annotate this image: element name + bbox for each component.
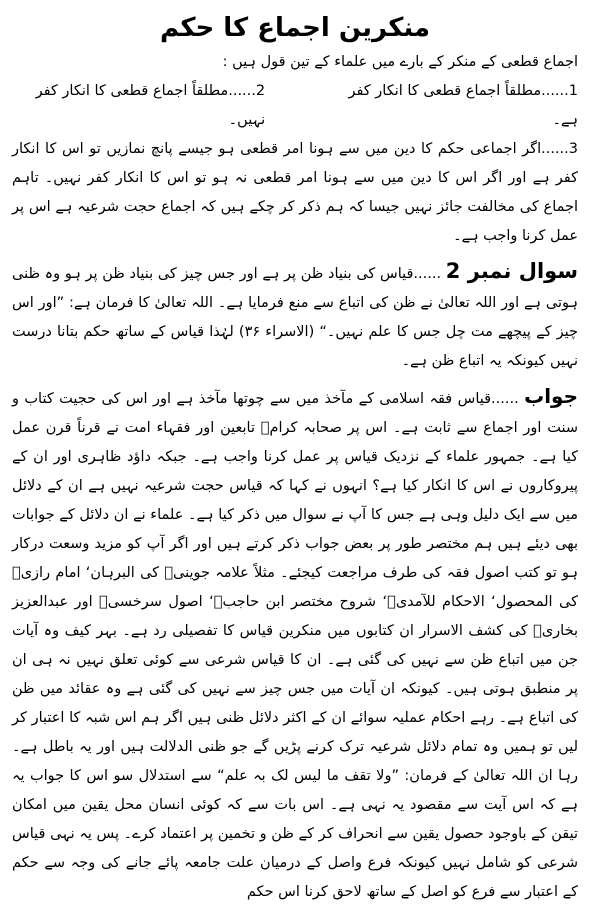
answer-text: قیاس فقہ اسلامی کے مآخذ میں سے چوتھا مآخذ ہے اور اس کی حجیت کتاب و سنت اور اجماع سے ثابت ہے۔ اس پر صحابہ کرامؓ تابعین اور فقہاء امت نے قرناً قرن عمل کیا ہے۔ جمہور علماء کے نزدیک قیاس پر عمل کرنا واجب ہے۔ جبکہ داؤد ظاہری اور ان کے پیروکاروں نے اس کا انکار کیا ہے؟ انہوں نے کہا کہ قیاس حجت شرعیہ نہیں ہے ان کے دلائل میں سے ایک دلیل وہی ہے جس کا آپ نے سوال میں ذکر کیا ہے۔ علماء نے ان دلائل کے جوابات بھی دیئے ہیں ہم مختصر طور پر بعض جواب ذکر کرتے ہیں اور اگر آپ کو مزید وسعت درکار ہو تو کتب اصول فقہ کی طرف مراجعت کیجئے۔ مثلاً علامہ جوینیؒ کی البرہان‘ امام رازیؒ کی المحصول‘ الاحکام للآمدیؒ‘ شروح مختصر ابن حاجبؒ‘ اصول سرخسیؒ اور عبدالعزیز بخاریؒ کی کشف الاسرار ان کتابوں میں منکرین قیاس کا تفصیلی رد ہے۔ بہر کیف وہ آیات جن میں اتباع ظن سے نہیں کی گئی ہے۔ ان کا قیاس شرعی سے کوئی تعلق نہیں نہ ہی ان پر منطبق ہوتی ہیں۔ کیونکہ ان آیات میں جس چیز سے نہیں کی گئی ہے وہ عقائد میں ظن کی اتباع ہے۔ رہے احکام عملیہ سوائے ان کے اکثر دلائل ظنی ہیں اگر ہم اس شبہ کا اعتبار کر لیں تو ہمیں وہ تمام دلائل شرعیہ ترک کرنے پڑیں گے جو ظنی الدلالت ہیں اور یہ باطل ہے۔ رہا ان اللہ تعالیٰ کے فرمان: ”ولا تقف ما لیس لک بہ علم“ سے استدلال سو اس کا جواب یہ ہے کہ اس آیت سے مقصود یہ نہی ہے۔ اس بات سے کہ کوئی انسان محل یقین میں امکان تیقن کے باوجود حصول یقین سے انحراف کر کے ظن و تخمین پر اعتماد کرے۔ پس یہ نہی قیاس شرعی کو شامل نہیں کیونکہ فرع واصل کے درمیان علت جامعہ پائے جانے کی وجہ سے حکم کے اعتبار سے فرع کو اصل کے ساتھ لاحق کرنا اس حکم <box>12 391 578 900</box>
intro-text: اجماع قطعی کے منکر کے بارے میں علماء کے تین قول ہیں : <box>222 54 578 70</box>
list-item-3-text: اگر اجماعی حکم کا دین میں سے ہونا امر قطعی ہو جیسے پانچ نمازیں تو اس کا انکار کفر ہے اور اگر اس کا دین میں سے ہونا امر قطعی نہ ہو تو اس کا انکار کفر نہیں۔ تاہم اجماع کی مخالفت جائز نہیں جیسا کہ ہم ذکر کر چکے ہیں کہ اجماع حجت شرعیہ ہے اس پر عمل کرنا واجب ہے۔ <box>12 141 578 244</box>
answer-section <box>12 382 578 907</box>
list-item-3: 3......اگر اجماعی حکم کا دین میں سے ہونا امر قطعی ہو جیسے پانچ نمازیں تو اس کا انکار کفر ہے اور اگر اس کا دین میں سے ہونا امر قطعی نہ ہو تو اس کا انکار کفر نہیں۔ تاہم اجماع کی مخالفت جائز نہیں جیسا کہ ہم ذکر کر چکے ہیں کہ اجماع حجت شرعیہ ہے اس پر عمل کرنا واجب ہے۔ <box>12 135 578 251</box>
question-section <box>12 257 578 376</box>
list-item-2-number: 2 <box>255 83 266 99</box>
list-item-2: 2......مطلقاً اجماع قطعی کا انکار کفر نہیں۔ <box>12 77 265 135</box>
list-item-2-text: مطلقاً اجماع قطعی کا انکار کفر نہیں۔ <box>35 83 266 128</box>
list-row-1-2 <box>12 77 578 135</box>
list-item-1-text: مطلقاً اجماع قطعی کا انکار کفر ہے۔ <box>348 83 578 128</box>
question-heading: سوال نمبر 2 <box>445 259 578 283</box>
list-item-1: 1......مطلقاً اجماع قطعی کا انکار کفر ہے۔ <box>335 77 578 135</box>
page-title: منکرین اجماع کا حکم <box>159 13 431 43</box>
list-item-3-number: 3 <box>568 141 578 157</box>
answer-heading: جواب <box>524 384 578 408</box>
question-text: قیاس کی بنیاد ظن پر ہے اور جس چیز کی بنیاد ظن پر ہو وہ ظنی ہوتی ہے اور اللہ تعالیٰ نے ظن کی اتباع سے منع فرمایا ہے۔ اللہ تعالیٰ کا فرمان ہے: ”اور اس چیز کے پیچھے مت چل جس کا علم نہیں۔“ (الاسراء ۳۶) لہٰذا قیاس کے ساتھ حکم بتانا درست نہیں کیونکہ یہ اتباع ظن ہے۔ <box>12 266 578 369</box>
answer-paragraph: جواب ......قیاس فقہ اسلامی کے مآخذ میں سے چوتھا مآخذ ہے اور اس کی حجیت کتاب و سنت اور اجماع سے ثابت ہے۔ اس پر صحابہ کرامؓ تابعین اور فقہاء امت نے قرناً قرن عمل کیا ہے۔ جمہور علماء کے نزدیک قیاس پر عمل کرنا واجب ہے۔ جبکہ داؤد ظاہری اور ان کے پیروکاروں نے اس کا انکار کیا ہے؟ انہوں نے کہا کہ قیاس حجت شرعیہ نہیں ہے ان کے دلائل میں سے ایک دلیل وہی ہے جس کا آپ نے سوال میں ذکر کیا ہے۔ علماء نے ان دلائل کے جوابات بھی دیئے ہیں ہم مختصر طور پر بعض جواب ذکر کرتے ہیں اور اگر آپ کو مزید وسعت درکار ہو تو کتب اصول فقہ کی طرف مراجعت کیجئے۔ مثلاً علامہ جوینیؒ کی البرہان‘ امام رازیؒ کی المحصول‘ الاحکام للآمدیؒ‘ شروح مختصر ابن حاجبؒ‘ اصول سرخسیؒ اور عبدالعزیز بخاریؒ کی کشف الاسرار ان کتابوں میں منکرین قیاس کا تفصیلی رد ہے۔ بہر کیف وہ آیات جن میں اتباع ظن سے نہیں کی گئی ہے۔ ان کا قیاس شرعی سے کوئی تعلق نہیں نہ ہی ان پر منطبق ہوتی ہیں۔ کیونکہ ان آیات میں جس چیز سے نہیں کی گئی ہے وہ عقائد میں ظن کی اتباع ہے۔ رہے احکام عملیہ سوائے ان کے اکثر دلائل ظنی ہیں اگر ہم اس شبہ کا اعتبار کر لیں تو ہمیں وہ تمام دلائل شرعیہ ترک کرنے پڑیں گے جو ظنی الدلالت ہیں اور یہ باطل ہے۔ رہا ان اللہ تعالیٰ کے فرمان: ”ولا تقف ما لیس لک بہ علم“ سے استدلال سو اس کا جواب یہ ہے کہ اس آیت سے مقصود یہ نہی ہے۔ اس بات سے کہ کوئی انسان محل یقین میں امکان تیقن کے باوجود حصول یقین سے انحراف کر کے ظن و تخمین پر اعتماد کرے۔ پس یہ نہی قیاس شرعی کو شامل نہیں کیونکہ فرع واصل کے درمیان علت جامعہ پائے جانے کی وجہ سے حکم کے اعتبار سے فرع کو اصل کے ساتھ لاحق کرنا اس حکم <box>12 384 578 900</box>
question-paragraph: سوال نمبر 2 ......قیاس کی بنیاد ظن پر ہے اور جس چیز کی بنیاد ظن پر ہو وہ ظنی ہوتی ہے اور اللہ تعالیٰ نے ظن کی اتباع سے منع فرمایا ہے۔ اللہ تعالیٰ کا فرمان ہے: ”اور اس چیز کے پیچھے مت چل جس کا علم نہیں۔“ (الاسراء ۳۶) لہٰذا قیاس کے ساتھ حکم بتانا درست نہیں کیونکہ یہ اتباع ظن ہے۔ <box>12 259 578 369</box>
intro-section <box>12 48 578 251</box>
list-item-1-number: 1 <box>568 83 578 99</box>
